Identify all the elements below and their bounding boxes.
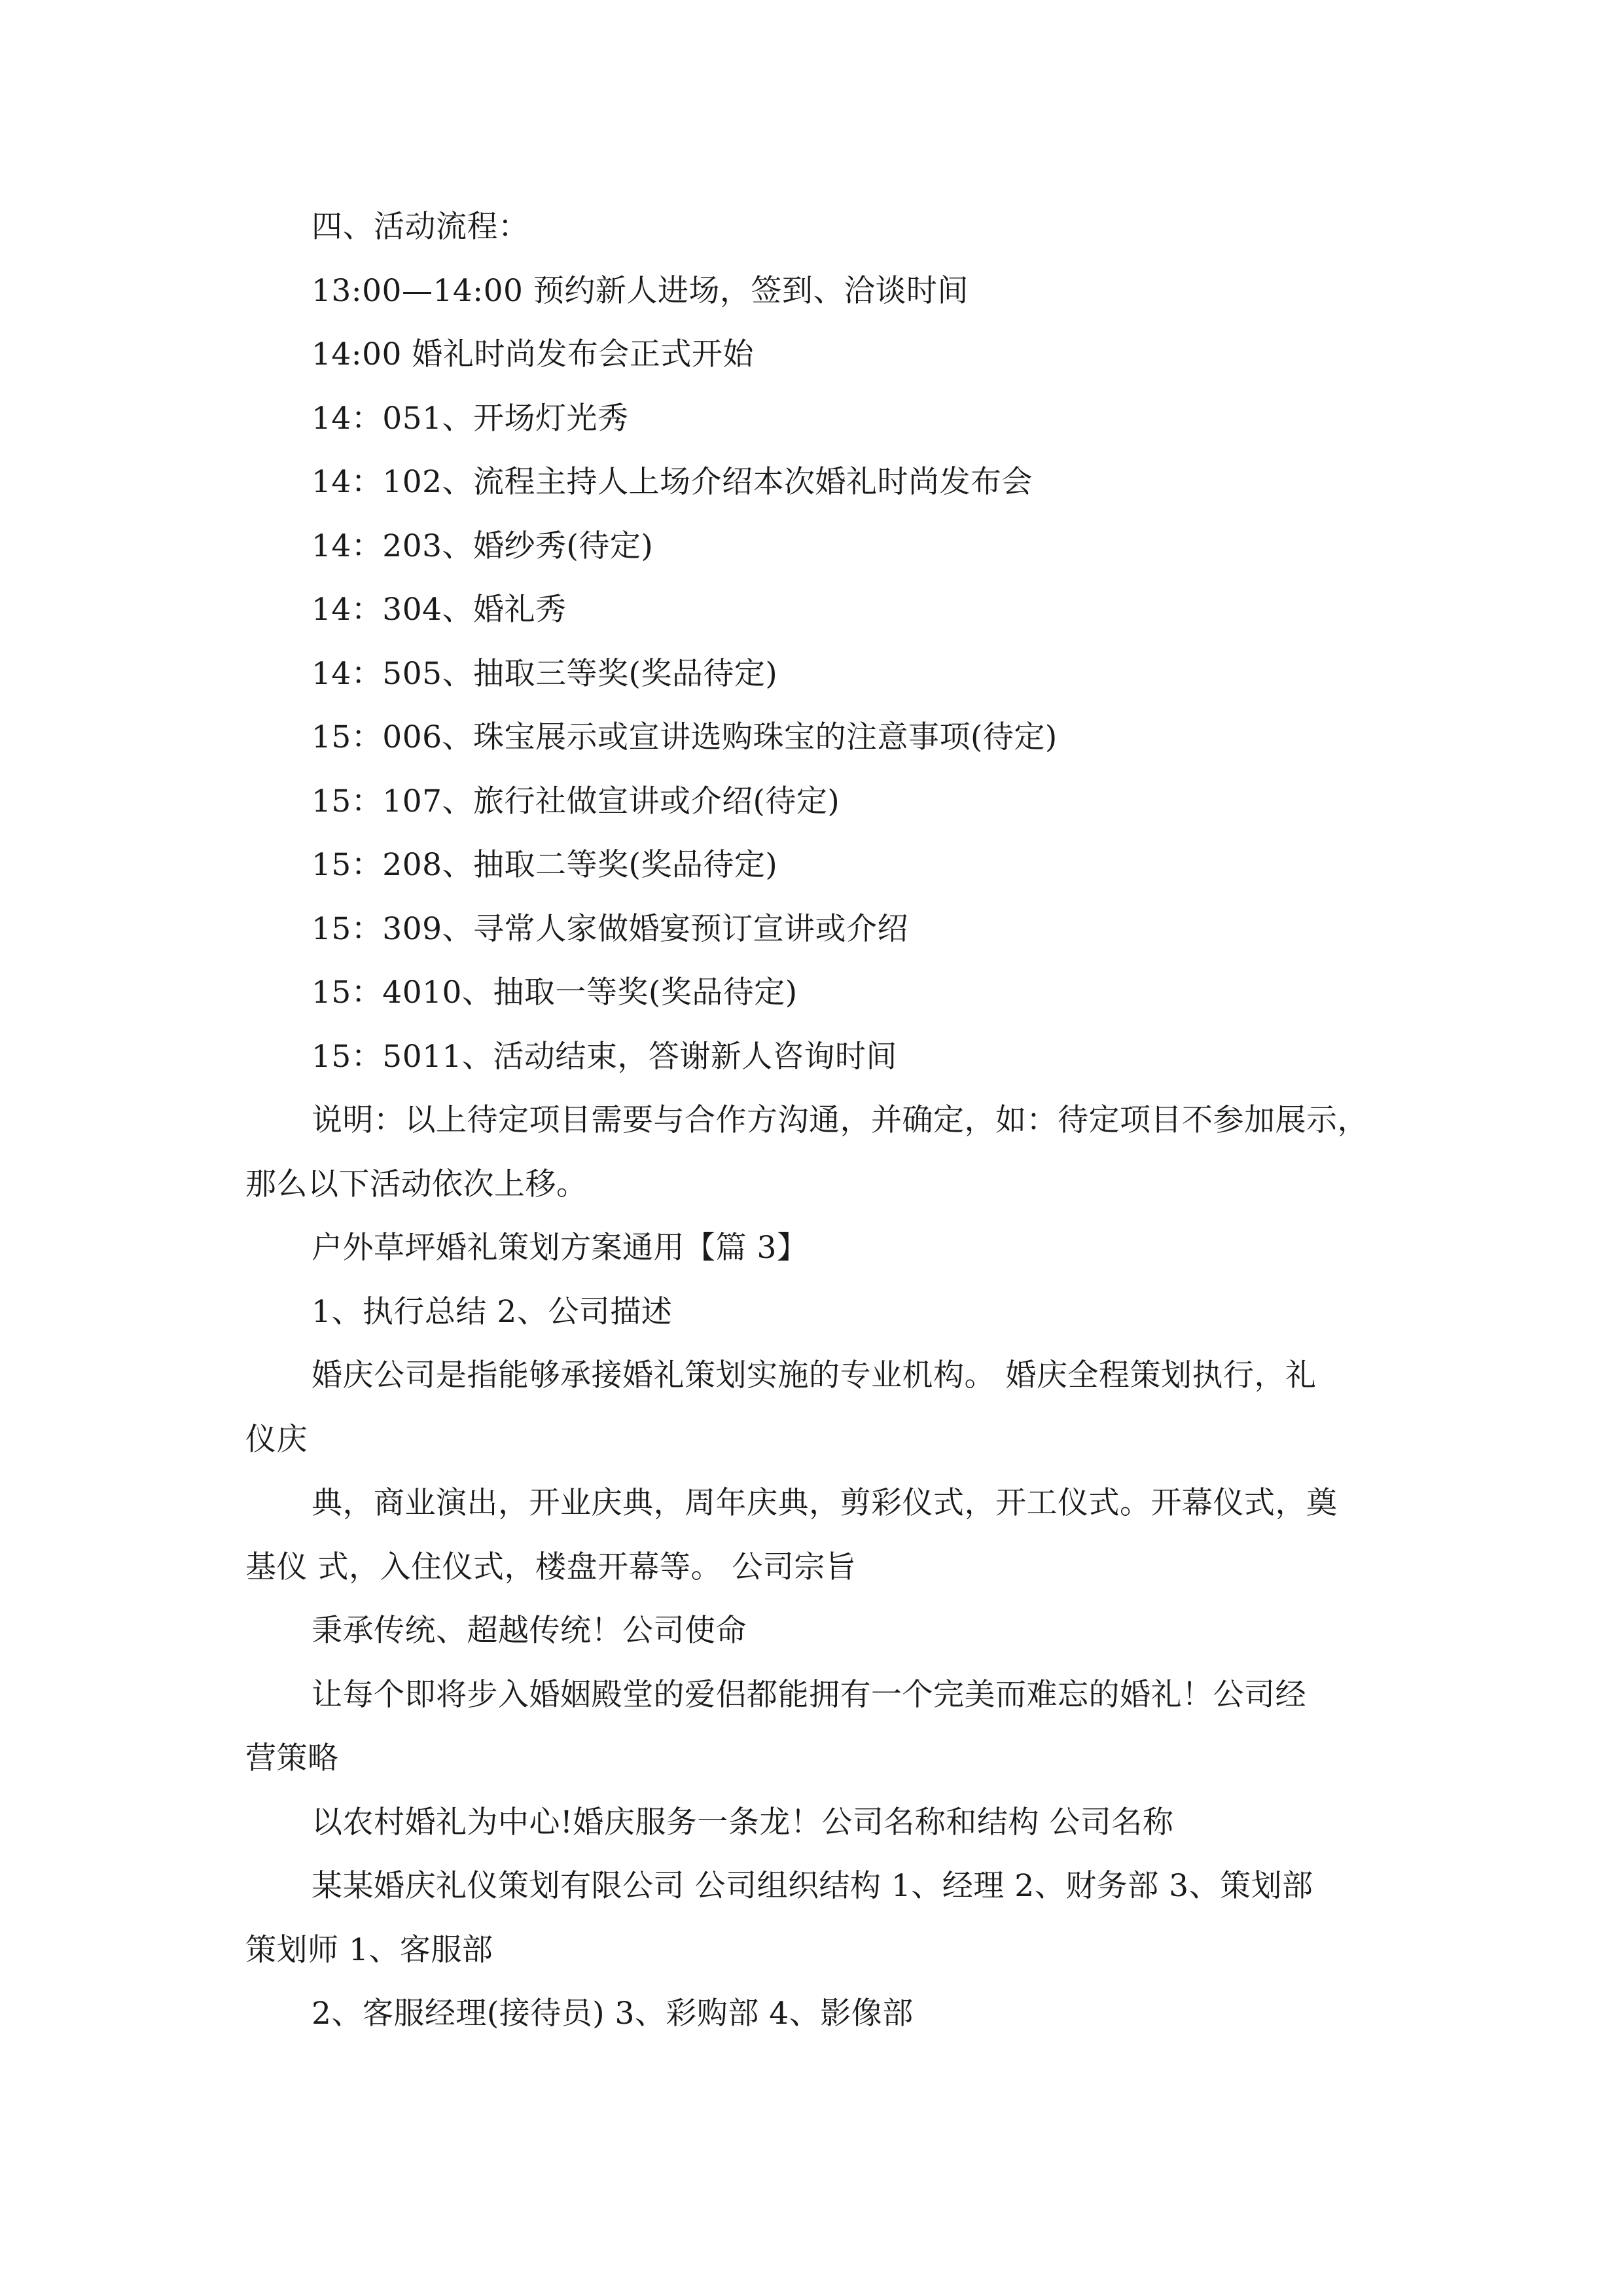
text-line: 13:00—14:00 预约新人进场，签到、洽谈时间 — [312, 272, 969, 309]
text-line: 仪庆 — [245, 1421, 308, 1458]
text-line: 四、活动流程： — [312, 209, 529, 245]
text-line: 营策略 — [245, 1740, 339, 1776]
text-line: 15：309、寻常人家做婚宴预订宣讲或介绍 — [312, 910, 909, 947]
text-line: 14:00 婚礼时尚发布会正式开始 — [312, 336, 754, 372]
text-line: 14：051、开场灯光秀 — [312, 400, 629, 437]
text-line: 14：304、婚礼秀 — [312, 592, 567, 628]
text-line: 基仪 式，入住仪式，楼盘开幕等。 公司宗旨 — [245, 1549, 857, 1585]
text-line: 那么以下活动依次上移。 — [245, 1166, 588, 1202]
text-line: 15：208、抽取二等奖(奖品待定) — [312, 847, 778, 883]
text-line: 让每个即将步入婚姻殿堂的爱侣都能拥有一个完美而难忘的婚礼！公司经 — [312, 1676, 1306, 1713]
text-line: 以农村婚礼为中心!婚庆服务一条龙！公司名称和结构 公司名称 — [312, 1804, 1174, 1840]
text-line: 某某婚庆礼仪策划有限公司 公司组织结构 1、经理 2、财务部 3、策划部 — [312, 1868, 1313, 1904]
text-line: 2、客服经理(接待员) 3、彩购部 4、影像部 — [312, 1996, 914, 2032]
text-line: 1、执行总结 2、公司描述 — [312, 1293, 673, 1330]
text-line: 15：5011、活动结束，答谢新人咨询时间 — [312, 1038, 897, 1075]
text-line: 策划师 1、客服部 — [245, 1931, 493, 1968]
text-line: 秉承传统、超越传统！公司使命 — [312, 1613, 747, 1649]
text-line: 14：203、婚纱秀(待定) — [312, 528, 654, 564]
text-line: 14：505、抽取三等奖(奖品待定) — [312, 655, 778, 692]
text-line: 婚庆公司是指能够承接婚礼策划实施的专业机构。 婚庆全程策划执行，礼 — [312, 1357, 1317, 1393]
text-line: 15：107、旅行社做宣讲或介绍(待定) — [312, 783, 840, 819]
text-line: 户外草坪婚礼策划方案通用【篇 3】 — [312, 1230, 808, 1266]
text-line: 15：4010、抽取一等奖(奖品待定) — [312, 975, 798, 1011]
text-line: 14：102、流程主持人上场介绍本次婚礼时尚发布会 — [312, 464, 1033, 500]
document-body — [245, 195, 1378, 2046]
text-line: 说明：以上待定项目需要与合作方沟通，并确定，如：待定项目不参加展示， — [312, 1102, 1368, 1138]
text-line: 15：006、珠宝展示或宣讲选购珠宝的注意事项(待定) — [312, 719, 1058, 755]
text-line: 典，商业演出，开业庆典，周年庆典，剪彩仪式，开工仪式。开幕仪式，奠 — [312, 1485, 1338, 1521]
